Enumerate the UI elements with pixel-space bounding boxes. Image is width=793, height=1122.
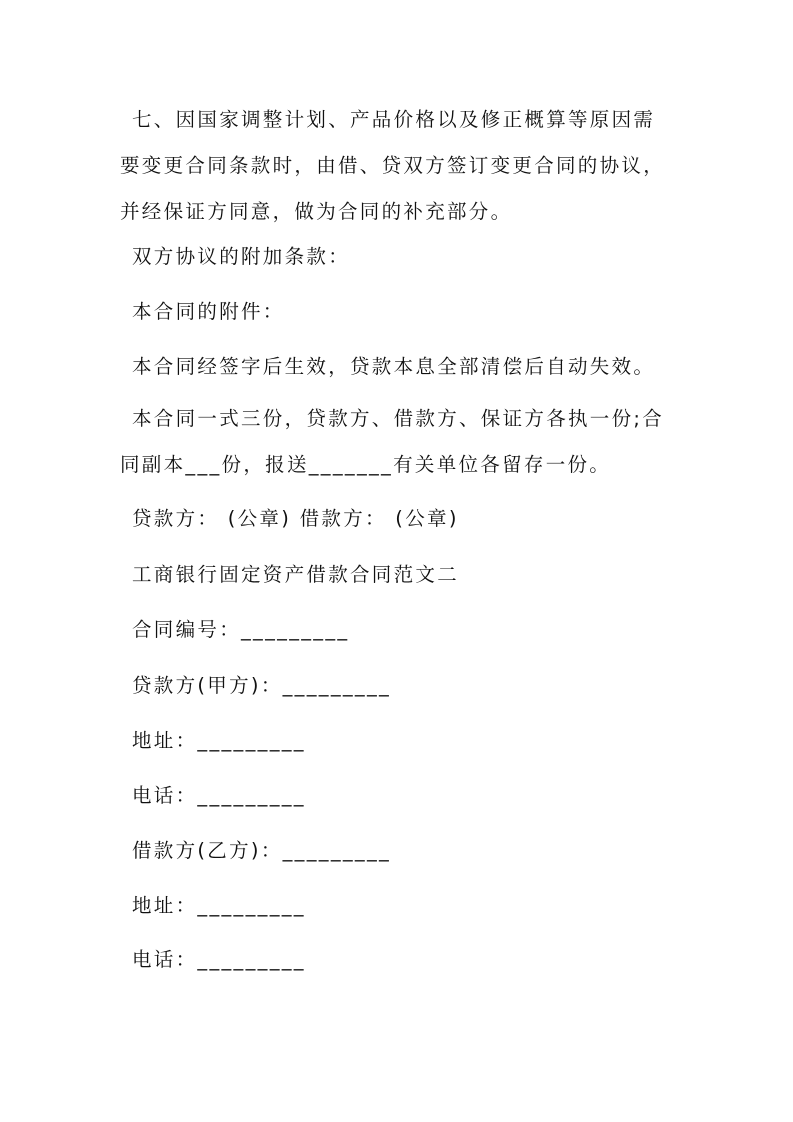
- additional-terms-heading: 双方协议的附加条款：: [132, 245, 351, 268]
- lender-phone-field: 电话：_________: [132, 784, 306, 807]
- lender-address-field: 地址：_________: [132, 729, 306, 752]
- copies-clause: 本合同一式三份，贷款方、借款方、保证方各执一份;合同副本___份，报送_______有关单位各留存一份。: [120, 407, 665, 476]
- effectiveness-clause: 本合同经签字后生效，贷款本息全部清偿后自动失效。: [132, 355, 656, 378]
- borrower-field: 借款方(乙方)：_________: [132, 839, 392, 862]
- lender-field: 贷款方(甲方)：_________: [132, 674, 392, 697]
- borrower-phone-field: 电话：_________: [132, 948, 306, 971]
- attachments-heading: 本合同的附件：: [132, 300, 285, 323]
- contract-number-field: 合同编号：_________: [132, 618, 350, 641]
- template-two-title: 工商银行固定资产借款合同范文二: [132, 563, 460, 586]
- clause-seven-paragraph: 七、因国家调整计划、产品价格以及修正概算等原因需要变更合同条款时，由借、贷双方签订变更合同的协议，并经保证方同意，做为合同的补充部分。: [120, 108, 666, 223]
- signature-line: 贷款方： (公章) 借款方： (公章): [132, 507, 459, 530]
- borrower-address-field: 地址：_________: [132, 894, 306, 917]
